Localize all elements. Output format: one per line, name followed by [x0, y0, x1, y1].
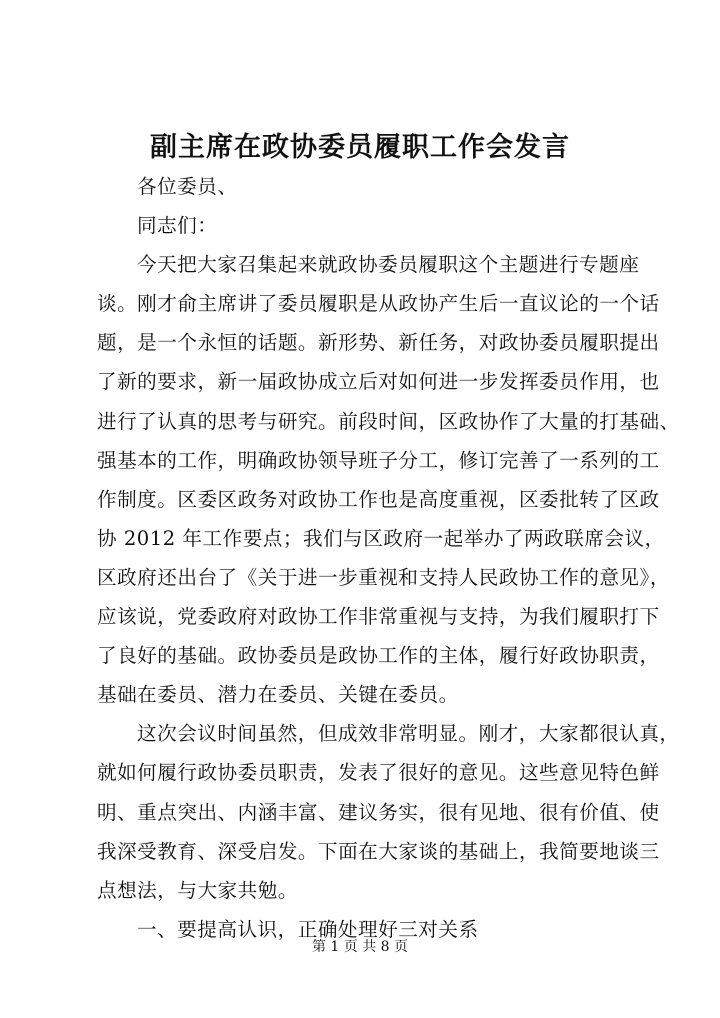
paragraph-line: 各位委员、 [137, 175, 238, 198]
paragraph-line: 进行了认真的思考与研究。前段时间，区政协作了大量的打基础、 [97, 409, 680, 433]
page-number-footer: 第 1 页 共 8 页 [311, 939, 409, 955]
paragraph-line: 今天把大家召集起来就政协委员履职这个主题进行专题座 [137, 253, 640, 277]
paragraph-line: 作制度。区委区政务对政协工作也是高度重视，区委批转了区政 [97, 487, 660, 511]
paragraph-line: 协 2012 年工作要点；我们与区政府一起举办了两政联席会议， [97, 526, 665, 550]
paragraph-line: 我深受教育、深受启发。下面在大家谈的基础上，我简要地谈三 [97, 839, 660, 863]
paragraph-line: 就如何履行政协委员职责，发表了很好的意见。这些意见特色鲜 [97, 761, 660, 785]
paragraph-line: 明、重点突出、内涵丰富、建议务实，很有见地、很有价值、使 [97, 800, 660, 824]
paragraph-line: 强基本的工作，明确政协领导班子分工，修订完善了一系列的工 [97, 448, 660, 472]
paragraph-line: 应该说，党委政府对政协工作非常重视与支持，为我们履职打下 [97, 605, 660, 629]
paragraph-line: 基础在委员、潜力在委员、关键在委员。 [97, 683, 459, 707]
paragraph-line: 谈。刚才俞主席讲了委员履职是从政协产生后一直议论的一个话 [97, 292, 660, 316]
paragraph-line: 了新的要求，新一届政协成立后对如何进一步发挥委员作用，也 [97, 370, 660, 394]
paragraph-line: 这次会议时间虽然，但成效非常明显。刚才，大家都很认真， [137, 722, 680, 746]
paragraph-line: 区政府还出台了《关于进一步重视和支持人民政协工作的意见》， [97, 565, 670, 589]
paragraph-line: 了良好的基础。政协委员是政协工作的主体，履行好政协职责， [97, 644, 660, 668]
paragraph-line: 题，是一个永恒的话题。新形势、新任务，对政协委员履职提出 [97, 331, 660, 355]
paragraph-line: 点想法，与大家共勉。 [97, 878, 298, 902]
document-title: 副主席在政协委员履职工作会发言 [150, 132, 570, 163]
document-body [97, 167, 680, 949]
section-heading: 一、要提高认识，正确处理好三对关系 [137, 917, 479, 941]
paragraph-line: 同志们： [137, 214, 218, 238]
